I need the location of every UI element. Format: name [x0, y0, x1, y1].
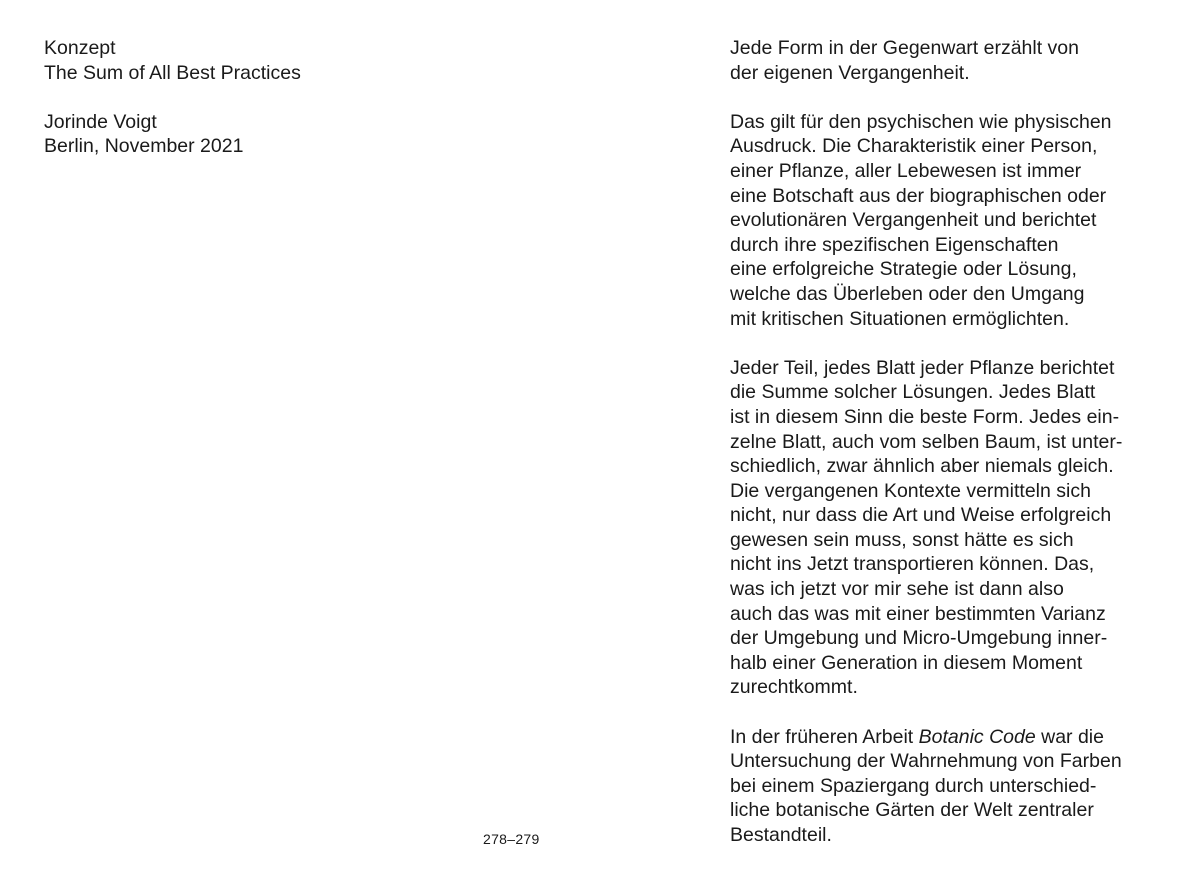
- text-line: durch ihre spezifischen Eigenschaften: [730, 233, 1059, 256]
- paragraph-3: [730, 356, 1180, 700]
- text-line: eine erfolgreiche Strategie oder Lösung,: [730, 258, 1077, 281]
- text-line: nicht ins Jetzt transportieren können. Das,: [730, 553, 1095, 576]
- text-run: war die: [1035, 725, 1104, 748]
- artwork-title: Botanic Code: [918, 725, 1036, 748]
- text-line: Bestandteil.: [730, 824, 832, 846]
- text-line: auch das was mit einer bestimmten Varianz: [730, 602, 1106, 625]
- text-line: Jeder Teil, jedes Blatt jeder Pflanze berichtet: [730, 356, 1115, 379]
- text-line: bei einem Spaziergang durch unterschied-: [730, 774, 1097, 797]
- text-line: der eigenen Vergangenheit.: [730, 61, 970, 84]
- text-line: gewesen sein muss, sonst hätte es sich: [730, 528, 1074, 551]
- text-line: Untersuchung der Wahrnehmung von Farben: [730, 750, 1122, 773]
- paragraph-2: [730, 110, 1180, 331]
- text-line: die Summe solcher Lösungen. Jedes Blatt: [730, 381, 1096, 404]
- text-line: Die vergangenen Kontexte vermitteln sich: [730, 479, 1091, 502]
- text-line: Ausdruck. Die Charakteristik einer Person,: [730, 135, 1098, 158]
- place-date: Berlin, November 2021: [44, 135, 244, 158]
- spacer: [44, 85, 604, 110]
- text-line: halb einer Generation in diesem Moment: [730, 651, 1083, 674]
- text-run: In der früheren Arbeit: [730, 725, 919, 748]
- text-line: zurechtkommt.: [730, 676, 858, 699]
- left-page-header: [44, 36, 604, 159]
- text-line: zelne Blatt, auch vom selben Baum, ist unter-: [730, 430, 1123, 453]
- section-label: Konzept: [44, 37, 116, 59]
- text-line: liche botanische Gärten der Welt zentraler: [730, 799, 1094, 822]
- text-line: einer Pflanze, aller Lebewesen ist immer: [730, 159, 1082, 182]
- text-line: nicht, nur dass die Art und Weise erfolgreich: [730, 504, 1112, 527]
- author-name: Jorinde Voigt: [44, 110, 157, 133]
- text-line: schiedlich, zwar ähnlich aber niemals gleich.: [730, 455, 1114, 478]
- text-line: ist in diesem Sinn die beste Form. Jedes ein-: [730, 405, 1120, 428]
- text-line: evolutionären Vergangenheit und berichtet: [730, 209, 1097, 232]
- essay-title: The Sum of All Best Practices: [44, 61, 301, 84]
- text-line: was ich jetzt vor mir sehe ist dann also: [730, 578, 1064, 601]
- text-line: welche das Überleben oder den Umgang: [730, 282, 1085, 305]
- text-line: Das gilt für den psychischen wie physischen: [730, 110, 1112, 133]
- right-page-body: [730, 36, 1180, 848]
- paragraph-1: [730, 36, 1180, 85]
- text-line: Jede Form in der Gegenwart erzählt von: [730, 37, 1080, 59]
- page-numbers: 278–279: [483, 831, 540, 847]
- text-line: der Umgebung und Micro-Umgebung inner-: [730, 627, 1108, 650]
- text-line: [730, 725, 1180, 750]
- text-line: eine Botschaft aus der biographischen oder: [730, 184, 1107, 207]
- text-line: mit kritischen Situationen ermöglichten.: [730, 307, 1070, 330]
- paragraph-4: [730, 725, 1180, 848]
